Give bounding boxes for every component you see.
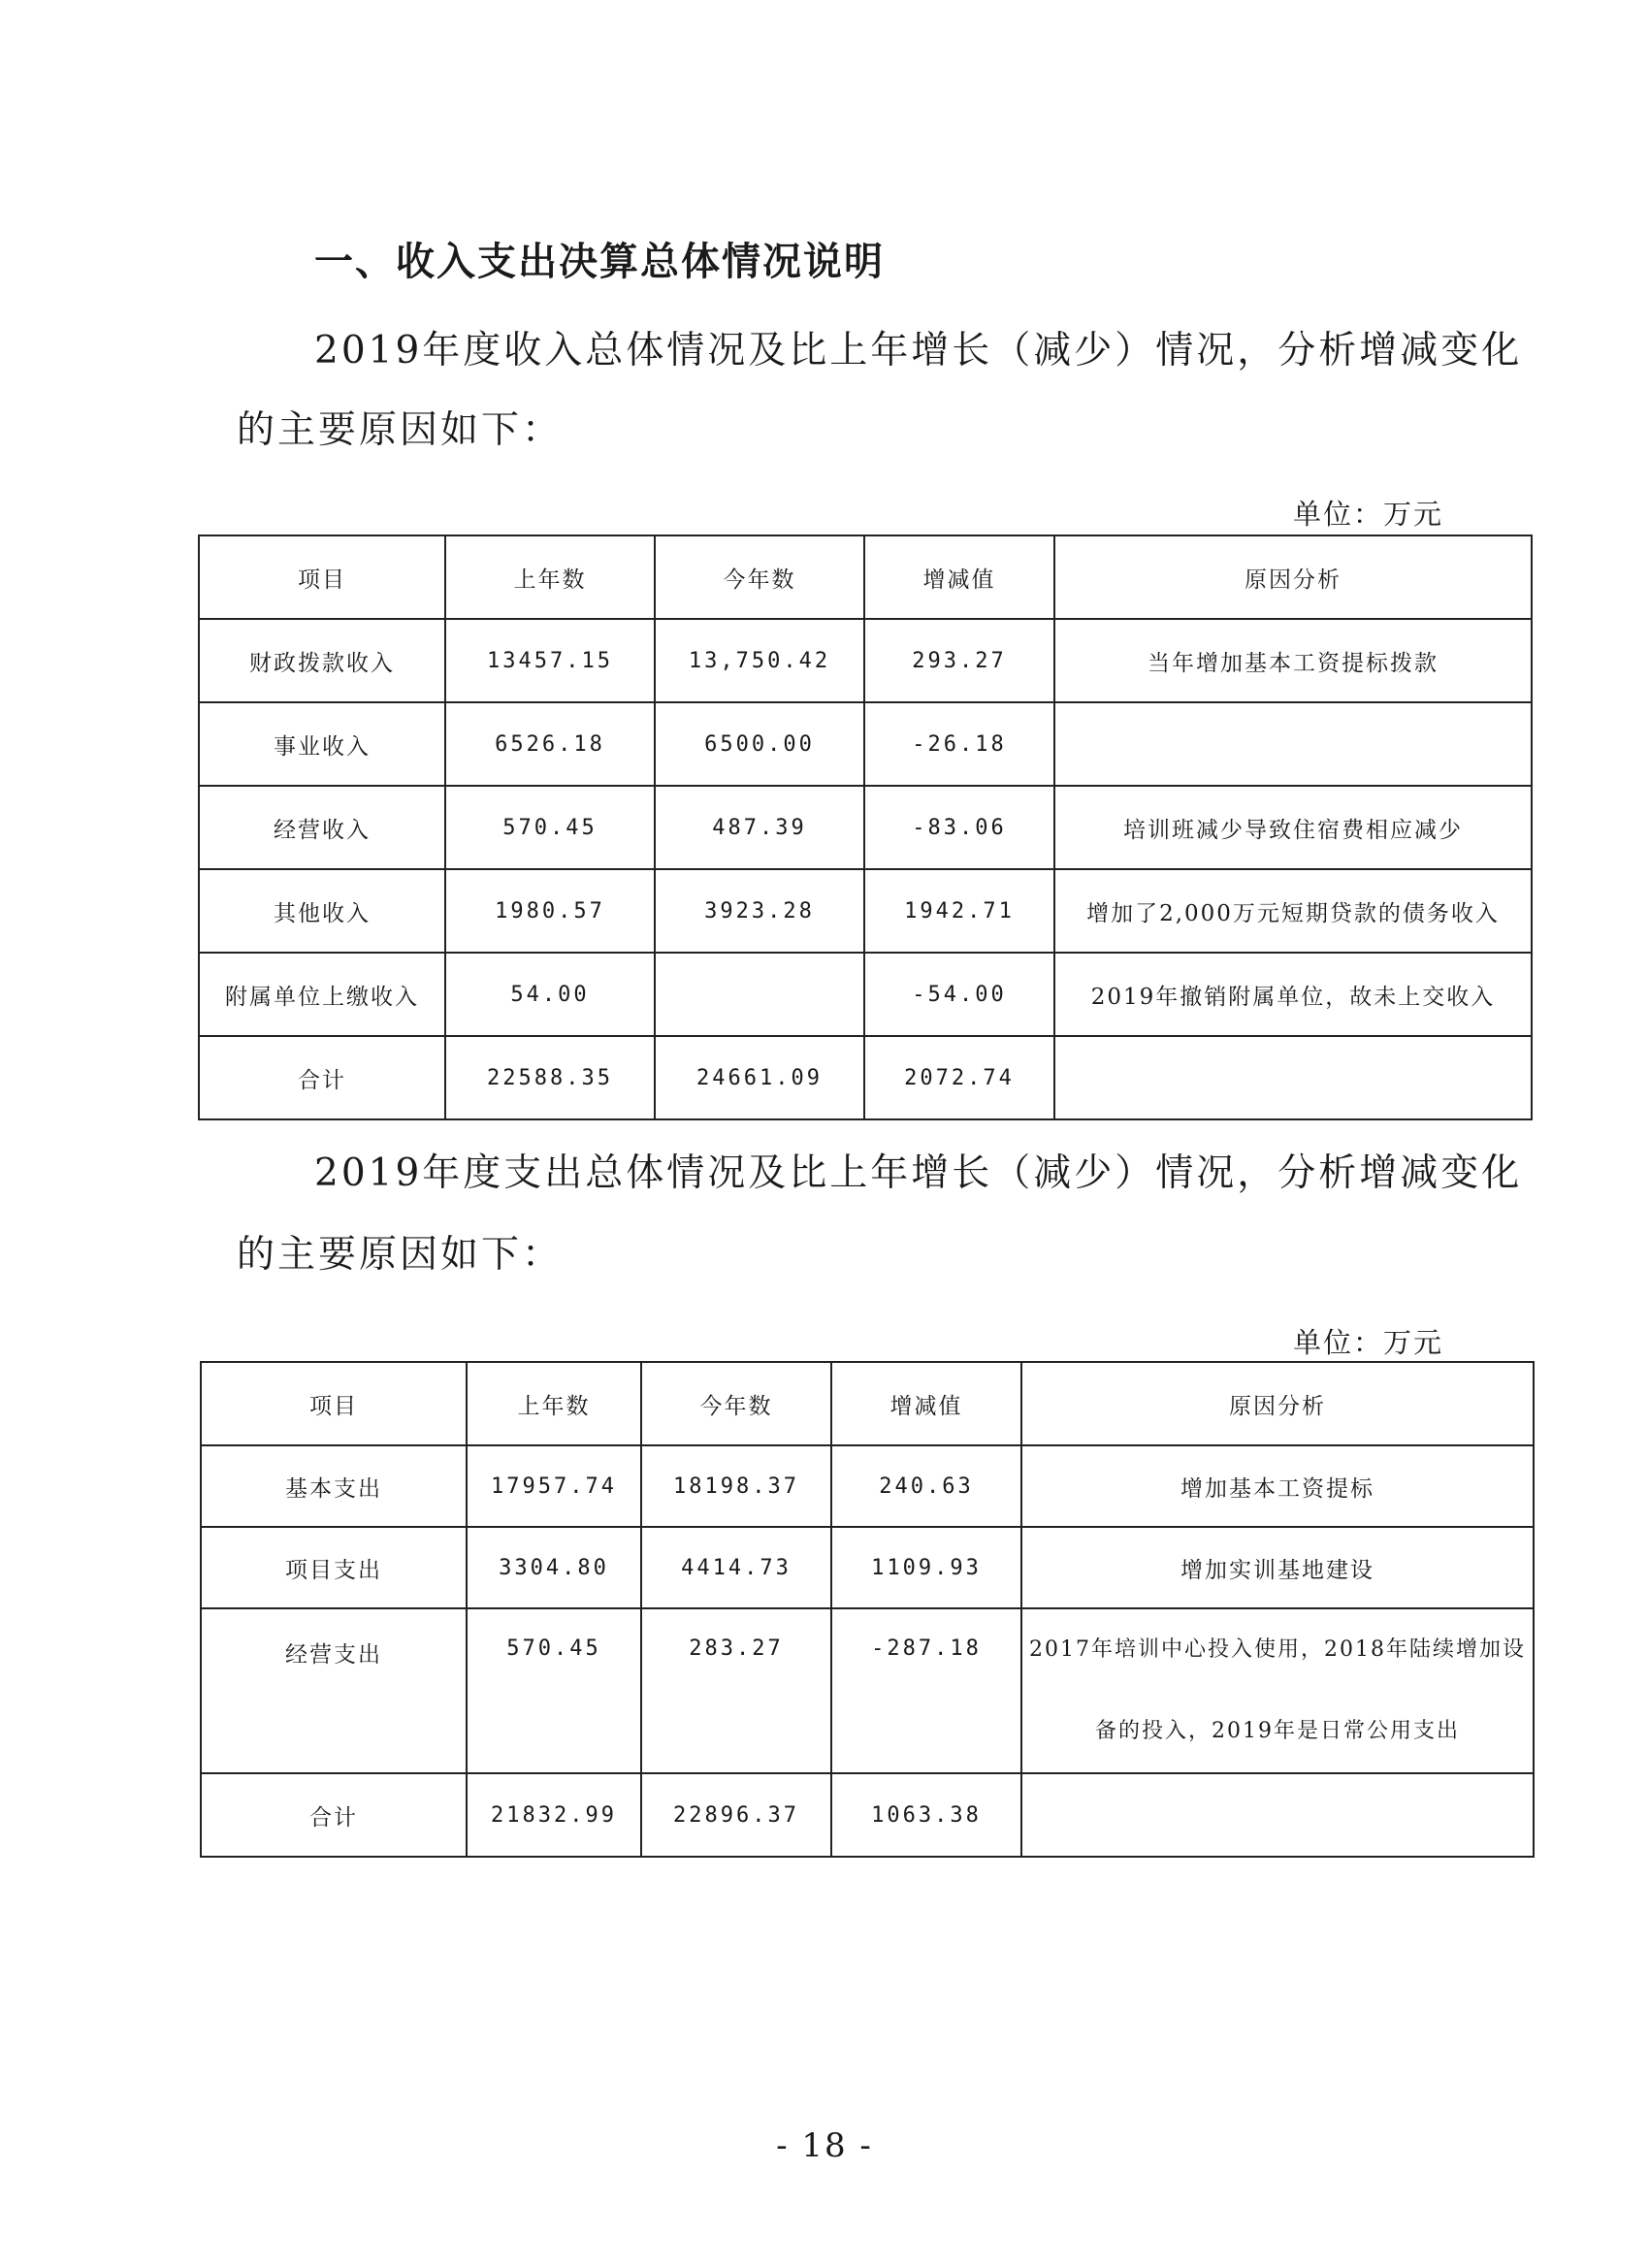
cell-reason: [1054, 702, 1532, 786]
header-item: 项目: [199, 535, 445, 619]
cell-last-year: 13457.15: [445, 619, 655, 702]
cell-change: -54.00: [864, 953, 1054, 1036]
cell-item: 基本支出: [201, 1445, 467, 1527]
cell-this-year: 3923.28: [655, 869, 864, 953]
cell-item: 事业收入: [199, 702, 445, 786]
cell-reason: 增加了2,000万元短期贷款的债务收入: [1054, 869, 1532, 953]
cell-item: 其他收入: [199, 869, 445, 953]
table-header-row: [199, 535, 1532, 619]
cell-item: 财政拨款收入: [199, 619, 445, 702]
cell-change: -287.18: [831, 1608, 1021, 1773]
header-change: 增减值: [864, 535, 1054, 619]
cell-reason: [1021, 1773, 1534, 1857]
cell-this-year: 24661.09: [655, 1036, 864, 1119]
page-number: - 18 -: [776, 2126, 873, 2165]
income-unit-label: 单位：万元: [1292, 498, 1443, 531]
cell-item: 经营支出: [201, 1608, 467, 1773]
table-row: [199, 786, 1532, 869]
cell-reason: 增加实训基地建设: [1021, 1527, 1534, 1608]
cell-reason: [1054, 1036, 1532, 1119]
cell-last-year: 570.45: [445, 786, 655, 869]
cell-item: 附属单位上缴收入: [199, 953, 445, 1036]
income-table: [198, 535, 1533, 1120]
cell-last-year: 21832.99: [467, 1773, 641, 1857]
expense-unit-label: 单位：万元: [1292, 1326, 1443, 1359]
cell-change: 240.63: [831, 1445, 1021, 1527]
cell-last-year: 1980.57: [445, 869, 655, 953]
header-item: 项目: [201, 1362, 467, 1445]
cell-last-year: 570.45: [467, 1608, 641, 1773]
cell-this-year: 283.27: [641, 1608, 831, 1773]
expense-intro-line-1: 2019年度支出总体情况及比上年增长（减少）情况，分析增减变化: [314, 1151, 1523, 1195]
cell-item: 项目支出: [201, 1527, 467, 1608]
header-last-year: 上年数: [445, 535, 655, 619]
table-row: [201, 1527, 1534, 1608]
table-header-row: [201, 1362, 1534, 1445]
header-this-year: 今年数: [641, 1362, 831, 1445]
cell-reason: 2017年培训中心投入使用，2018年陆续增加设备的投入，2019年是日常公用支出: [1021, 1608, 1534, 1773]
table-row: [199, 869, 1532, 953]
cell-reason: 2019年撤销附属单位，故未上交收入: [1054, 953, 1532, 1036]
table-row: [201, 1608, 1534, 1773]
table-total-row: [201, 1773, 1534, 1857]
cell-this-year: [655, 953, 864, 1036]
cell-change: -83.06: [864, 786, 1054, 869]
cell-item: 合计: [201, 1773, 467, 1857]
header-last-year: 上年数: [467, 1362, 641, 1445]
table-row: [199, 702, 1532, 786]
cell-change: 2072.74: [864, 1036, 1054, 1119]
cell-last-year: 3304.80: [467, 1527, 641, 1608]
cell-item: 经营收入: [199, 786, 445, 869]
cell-last-year: 54.00: [445, 953, 655, 1036]
cell-reason: 培训班减少导致住宿费相应减少: [1054, 786, 1532, 869]
expense-intro-line-2: 的主要原因如下：: [237, 1233, 564, 1277]
cell-change: 1942.71: [864, 869, 1054, 953]
header-reason: 原因分析: [1054, 535, 1532, 619]
cell-this-year: 4414.73: [641, 1527, 831, 1608]
cell-change: -26.18: [864, 702, 1054, 786]
cell-reason: 当年增加基本工资提标拨款: [1054, 619, 1532, 702]
header-reason: 原因分析: [1021, 1362, 1534, 1445]
table-row: [199, 619, 1532, 702]
cell-this-year: 18198.37: [641, 1445, 831, 1527]
cell-this-year: 13,750.42: [655, 619, 864, 702]
expense-table: [200, 1361, 1535, 1858]
cell-this-year: 6500.00: [655, 702, 864, 786]
cell-change: 293.27: [864, 619, 1054, 702]
income-intro-line-1: 2019年度收入总体情况及比上年增长（减少）情况，分析增减变化: [314, 329, 1523, 373]
income-intro-line-2: 的主要原因如下：: [237, 408, 564, 452]
cell-item: 合计: [199, 1036, 445, 1119]
section-heading: 一、收入支出决算总体情况说明: [314, 240, 885, 284]
header-this-year: 今年数: [655, 535, 864, 619]
cell-last-year: 22588.35: [445, 1036, 655, 1119]
table-row: [199, 953, 1532, 1036]
cell-this-year: 487.39: [655, 786, 864, 869]
cell-this-year: 22896.37: [641, 1773, 831, 1857]
table-total-row: [199, 1036, 1532, 1119]
cell-change: 1109.93: [831, 1527, 1021, 1608]
cell-last-year: 17957.74: [467, 1445, 641, 1527]
table-row: [201, 1445, 1534, 1527]
cell-change: 1063.38: [831, 1773, 1021, 1857]
cell-reason: 增加基本工资提标: [1021, 1445, 1534, 1527]
cell-last-year: 6526.18: [445, 702, 655, 786]
header-change: 增减值: [831, 1362, 1021, 1445]
